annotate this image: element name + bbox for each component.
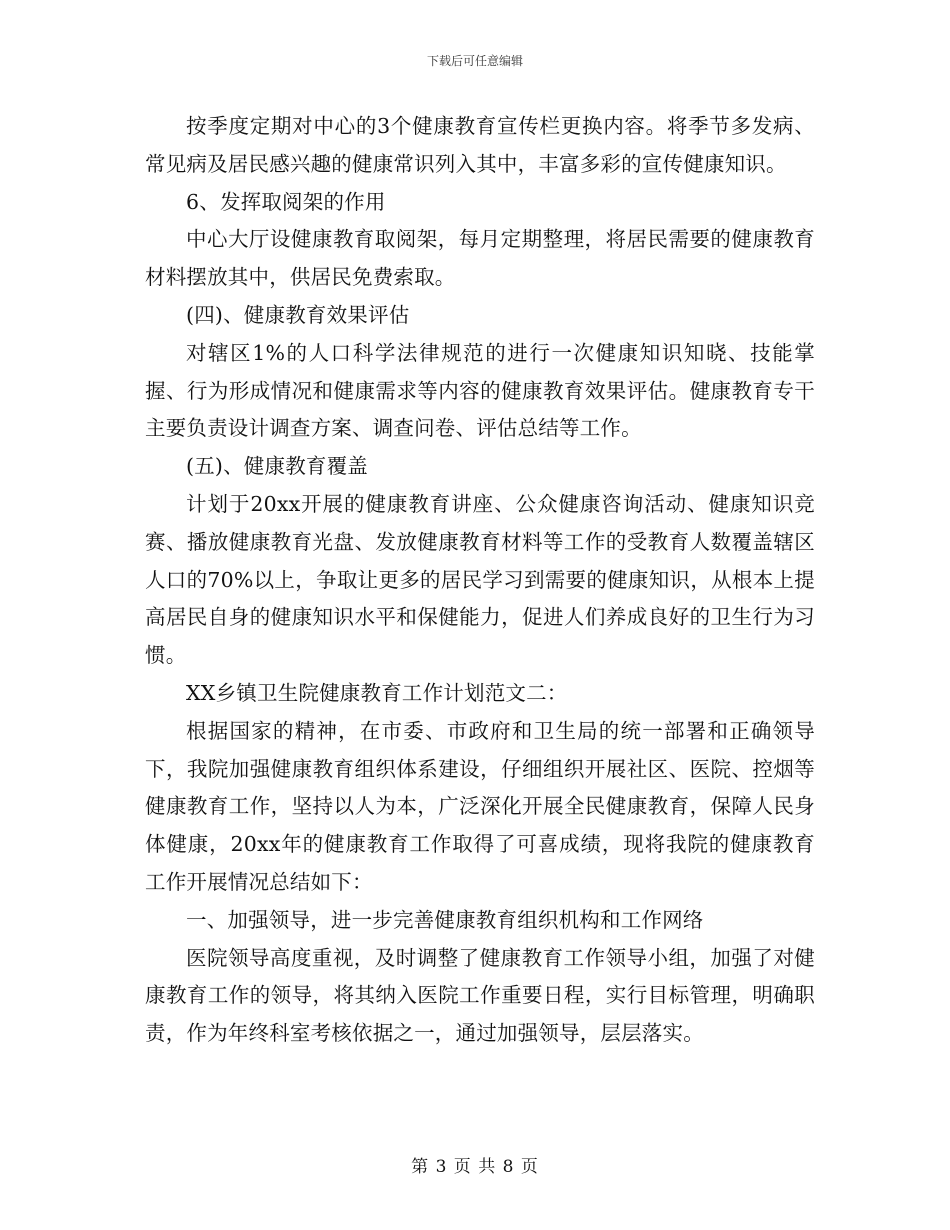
paragraph: 对辖区1%的人口科学法律规范的进行一次健康知识知晓、技能掌握、行为形成情况和健康需求等内容的健康教育效果评估。健康教育专干主要负责设计调查方案、调查问卷、评估总结等工作。 <box>145 340 815 441</box>
section-heading: (四)、健康教育效果评估 <box>186 302 410 327</box>
section-heading: 一、加强领导，进一步完善健康教育组织机构和工作网络 <box>186 907 704 932</box>
document-title: XX乡镇卫生院健康教育工作计划范文二： <box>186 680 568 705</box>
paragraph: 中心大厅设健康教育取阅架，每月定期整理，将居民需要的健康教育材料摆放其中，供居民免费索取。 <box>145 227 815 290</box>
page-header: 下载后可任意编辑 <box>426 54 523 68</box>
section-heading: 6、发挥取阅架的作用 <box>186 189 386 214</box>
paragraph: 根据国家的精神，在市委、市政府和卫生局的统一部署和正确领导下，我院加强健康教育组织体系建设，仔细组织开展社区、医院、控烟等健康教育工作，坚持以人为本，广泛深化开展全民健康教育，保障人民身体健康，20xx年的健康教育工作取得了可喜成绩，现将我院的健康教育工作开展情况总结如下： <box>145 718 815 894</box>
document-body <box>145 108 815 1053</box>
paragraph: 按季度定期对中心的3个健康教育宣传栏更换内容。将季节多发病、常见病及居民感兴趣的健康常识列入其中，丰富多彩的宣传健康知识。 <box>145 114 815 176</box>
page-number: 第 3 页 共 8 页 <box>411 1157 539 1177</box>
paragraph: 医院领导高度重视，及时调整了健康教育工作领导小组，加强了对健康教育工作的领导，将其纳入医院工作重要日程，实行目标管理，明确职责，作为年终科室考核依据之一，通过加强领导，层层落实。 <box>145 945 815 1046</box>
paragraph: 计划于20xx开展的健康教育讲座、公众健康咨询活动、健康知识竞赛、播放健康教育光盘、发放健康教育材料等工作的受教育人数覆盖辖区人口的70%以上，争取让更多的居民学习到需要的健康知识，从根本上提高居民自身的健康知识水平和保健能力，促进人们养成良好的卫生行为习惯。 <box>145 491 815 668</box>
section-heading: (五)、健康教育覆盖 <box>186 454 368 479</box>
